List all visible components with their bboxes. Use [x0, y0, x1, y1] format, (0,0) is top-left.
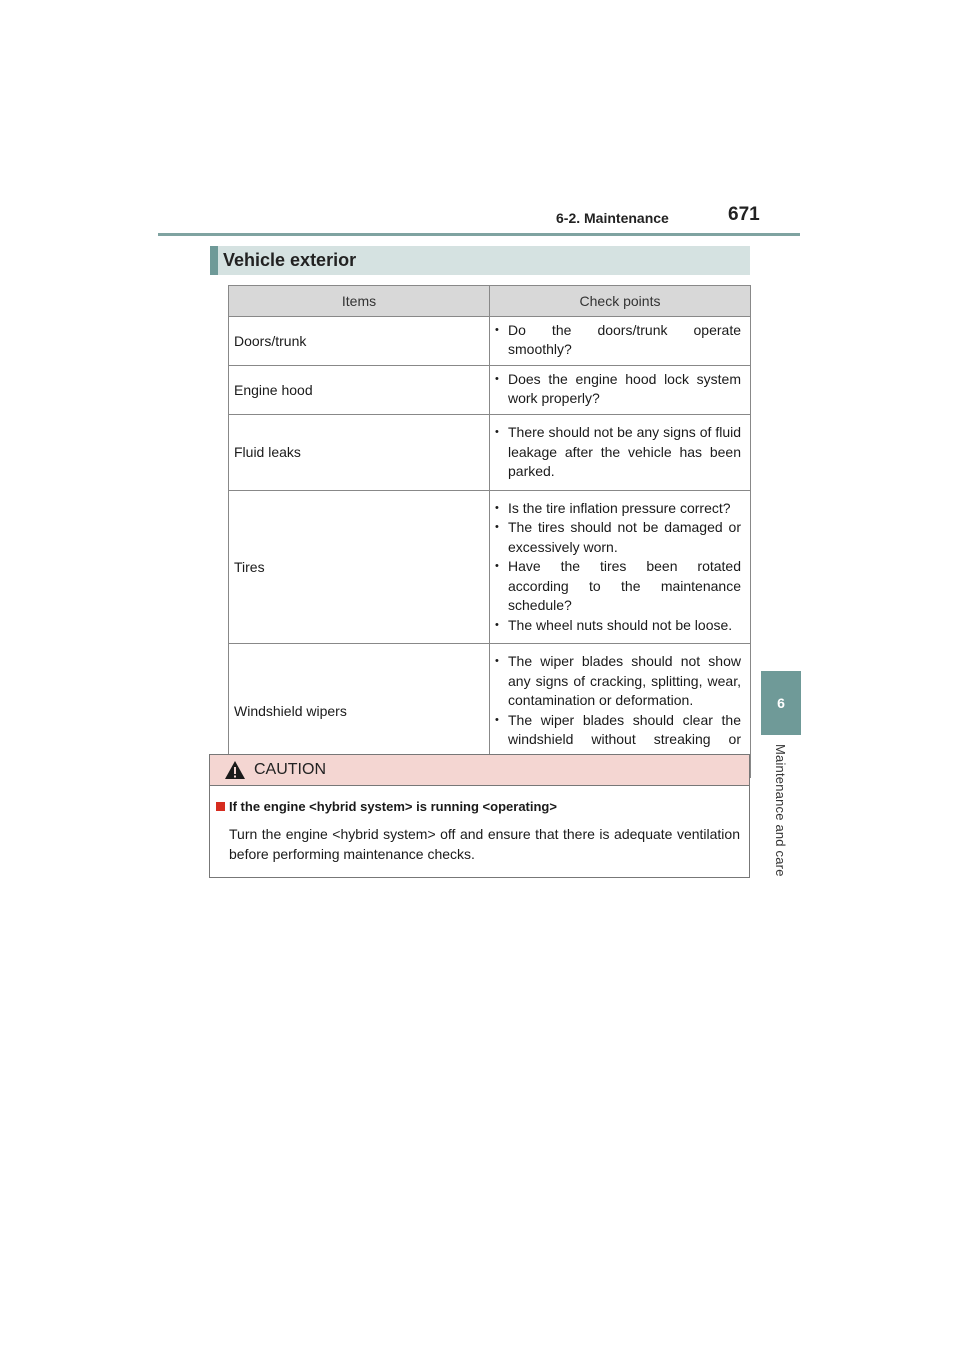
check-point: • The wiper blades should not show any signs of cracking, splitting, wear, contamination or deformation.	[494, 652, 741, 711]
check-point: • There should not be any signs of fluid leakage after the vehicle has been parked.	[494, 423, 741, 482]
column-header-items: Items	[229, 286, 490, 317]
caution-header	[210, 755, 749, 786]
caution-box	[209, 754, 750, 878]
chapter-number: 6	[777, 695, 785, 711]
item-cell: Fluid leaks	[229, 415, 490, 491]
item-cell: Doors/trunk	[229, 317, 490, 366]
caution-title: CAUTION	[254, 761, 326, 778]
table-row	[229, 415, 751, 491]
page-number: 671	[728, 204, 760, 225]
section-heading	[210, 246, 750, 275]
points-cell	[490, 490, 751, 644]
points-cell	[490, 317, 751, 366]
check-point: • The wiper blades should clear the windshield without streaking or	[494, 711, 741, 770]
table-row	[229, 490, 751, 644]
chapter-tab	[761, 671, 801, 735]
check-point: • The wheel nuts should not be loose.	[494, 616, 741, 636]
caution-body: Turn the engine <hybrid system> off and ensure that there is adequate ventilation before performing maintenance checks.	[229, 826, 740, 862]
item-cell: Tires	[229, 490, 490, 644]
check-point: • Do the doors/trunk operate smoothly?	[494, 321, 741, 360]
check-table	[228, 285, 751, 778]
red-square-icon	[216, 802, 225, 811]
check-point: • Does the engine hood lock system work properly?	[494, 370, 741, 409]
table-row	[229, 317, 751, 366]
section-header-title: 6-2. Maintenance	[556, 210, 669, 226]
header-rule	[158, 233, 800, 236]
caution-subheading	[216, 799, 557, 814]
table-row	[229, 366, 751, 415]
check-point: • Is the tire inflation pressure correct?	[494, 499, 741, 519]
points-cell	[490, 366, 751, 415]
caution-heading-text: If the engine <hybrid system> is running <operating>	[229, 799, 557, 814]
column-header-check-points: Check points	[490, 286, 751, 317]
check-point: • The tires should not be damaged or excessively worn.	[494, 518, 741, 557]
item-cell: Engine hood	[229, 366, 490, 415]
points-cell	[490, 415, 751, 491]
warning-icon	[224, 760, 246, 780]
section-title: Vehicle exterior	[223, 250, 357, 270]
table-header-row	[229, 286, 751, 317]
item-cell: Windshield wipers	[229, 644, 490, 778]
chapter-label: Maintenance and care	[773, 744, 788, 877]
check-point: • Have the tires been rotated according to the maintenance schedule?	[494, 557, 741, 616]
